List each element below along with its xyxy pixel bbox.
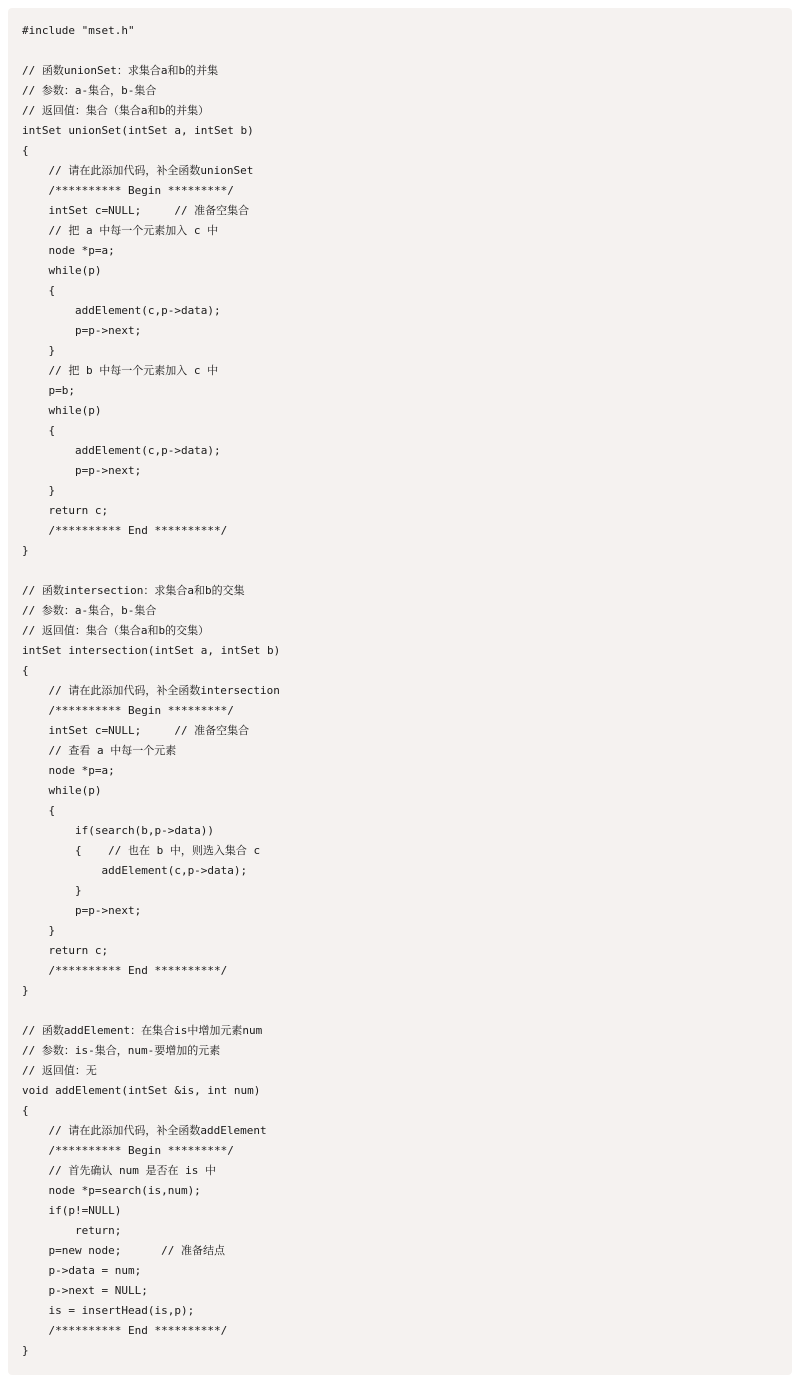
code-line: }	[22, 984, 29, 997]
code-line: // 返回值：无	[22, 1064, 97, 1077]
code-line: // 把 b 中每一个元素加入 c 中	[22, 364, 219, 377]
code-line: }	[22, 1344, 29, 1357]
code-line: // 参数：is-集合，num-要增加的元素	[22, 1044, 221, 1057]
code-line: }	[22, 544, 29, 557]
code-line: intSet c=NULL; // 准备空集合	[22, 204, 250, 217]
code-line: {	[22, 284, 56, 297]
code-line: node *p=a;	[22, 244, 115, 257]
code-line: addElement(c,p->data);	[22, 444, 221, 457]
code-line: }	[22, 924, 56, 937]
code-line: {	[22, 664, 29, 677]
code-line: /********** End **********/	[22, 524, 228, 537]
code-line: // 返回值：集合（集合a和b的交集）	[22, 624, 210, 637]
code-line: node *p=search(is,num);	[22, 1184, 201, 1197]
code-line: // 首先确认 num 是否在 is 中	[22, 1164, 216, 1177]
code-line: /********** End **********/	[22, 1324, 228, 1337]
code-line: {	[22, 144, 29, 157]
code-line: return;	[22, 1224, 122, 1237]
code-line: return c;	[22, 944, 109, 957]
code-line: p=p->next;	[22, 324, 142, 337]
code-line: p=b;	[22, 384, 75, 397]
code-line: addElement(c,p->data);	[22, 304, 221, 317]
code-line	[22, 1361, 792, 1375]
code-line: p->next = NULL;	[22, 1284, 148, 1297]
code-line: p=p->next;	[22, 904, 142, 917]
code-line: /********** End **********/	[22, 964, 228, 977]
code-line: node *p=a;	[22, 764, 115, 777]
code-line: while(p)	[22, 404, 102, 417]
code-line: // 函数unionSet：求集合a和b的并集	[22, 64, 219, 77]
code-line: while(p)	[22, 784, 102, 797]
code-line: if(search(b,p->data))	[22, 824, 215, 837]
code-line: return c;	[22, 504, 109, 517]
code-line: intSet c=NULL; // 准备空集合	[22, 724, 250, 737]
code-line: // 参数：a-集合，b-集合	[22, 84, 157, 97]
code-line: // 函数addElement：在集合is中增加元素num	[22, 1024, 263, 1037]
code-block	[8, 8, 792, 1375]
code-line: {	[22, 804, 56, 817]
code-line: /********** Begin *********/	[22, 1144, 234, 1157]
code-line: }	[22, 884, 82, 897]
code-line: void addElement(intSet &is, int num)	[22, 1084, 261, 1097]
code-line: }	[22, 484, 56, 497]
code-line	[22, 561, 792, 581]
code-line: p=p->next;	[22, 464, 142, 477]
code-line: while(p)	[22, 264, 102, 277]
code-line: addElement(c,p->data);	[22, 864, 248, 877]
code-line: if(p!=NULL)	[22, 1204, 122, 1217]
code-line: // 请在此添加代码，补全函数addElement	[22, 1124, 267, 1137]
code-line: p->data = num;	[22, 1264, 142, 1277]
code-line: #include "mset.h"	[22, 24, 135, 37]
code-line: // 函数intersection：求集合a和b的交集	[22, 584, 245, 597]
code-line: // 请在此添加代码，补全函数intersection	[22, 684, 280, 697]
code-line: intSet unionSet(intSet a, intSet b)	[22, 124, 254, 137]
code-line: /********** Begin *********/	[22, 704, 234, 717]
code-line: intSet intersection(intSet a, intSet b)	[22, 644, 281, 657]
code-line	[22, 41, 792, 61]
code-line: {	[22, 424, 56, 437]
code-line: // 返回值：集合（集合a和b的并集）	[22, 104, 210, 117]
code-line: /********** Begin *********/	[22, 184, 234, 197]
code-line: // 请在此添加代码，补全函数unionSet	[22, 164, 254, 177]
code-line: { // 也在 b 中，则选入集合 c	[22, 844, 261, 857]
code-line: }	[22, 344, 56, 357]
code-line: // 把 a 中每一个元素加入 c 中	[22, 224, 219, 237]
code-line: // 参数：a-集合，b-集合	[22, 604, 157, 617]
code-line: {	[22, 1104, 29, 1117]
code-line: // 查看 a 中每一个元素	[22, 744, 177, 757]
code-line: p=new node; // 准备结点	[22, 1244, 225, 1257]
code-line: is = insertHead(is,p);	[22, 1304, 195, 1317]
code-line	[22, 1001, 792, 1021]
